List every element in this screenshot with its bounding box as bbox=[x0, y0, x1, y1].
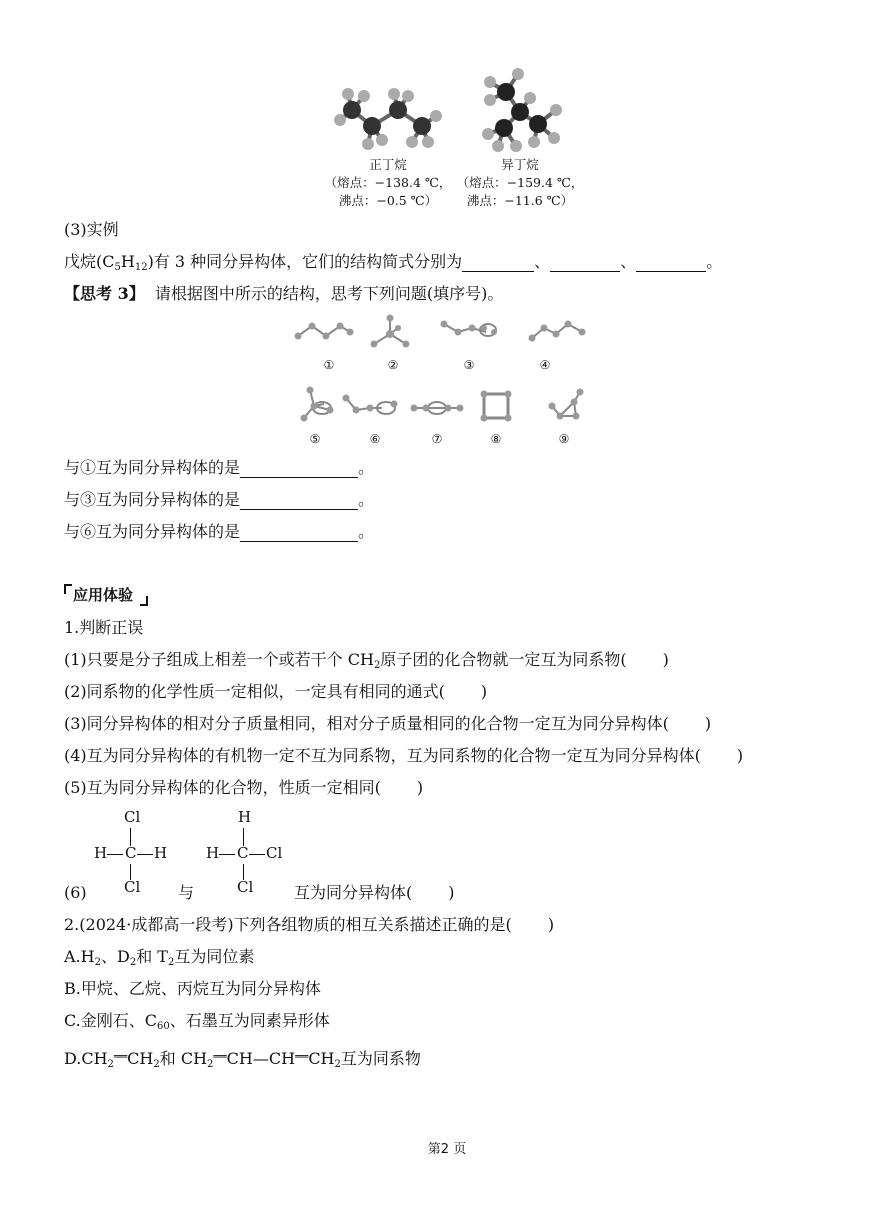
separator: 、 bbox=[534, 252, 551, 271]
s1-right: H bbox=[154, 844, 168, 862]
corner-top-left bbox=[64, 584, 72, 594]
separator: 、 bbox=[620, 252, 637, 271]
q2-head bbox=[64, 915, 554, 935]
item1-pre: (1)只要是分子组成上相差一个或若干个 CH bbox=[64, 650, 374, 669]
think3-q2 bbox=[64, 490, 374, 510]
opt-d-1: D.CH bbox=[64, 1049, 108, 1068]
label-1: ① bbox=[323, 358, 335, 372]
think3-q1 bbox=[64, 458, 374, 478]
label-6: ⑥ bbox=[369, 432, 381, 446]
double-bond: ══ bbox=[295, 1050, 309, 1063]
section3-question bbox=[64, 252, 722, 272]
opt-c-2: 、石墨互为同素异形体 bbox=[169, 1011, 330, 1030]
opt-d-4: CH—CH bbox=[226, 1049, 296, 1068]
item1-sub: 2 bbox=[373, 660, 381, 671]
section3-heading: (3)实例 bbox=[64, 220, 119, 239]
sub-60: 60 bbox=[157, 1021, 170, 1032]
q3-answer-blank[interactable] bbox=[240, 525, 358, 542]
answer-blank-2[interactable] bbox=[550, 255, 620, 272]
close-paren: ) bbox=[448, 883, 455, 902]
item5-text: (5)互为同分异构体的化合物，性质一定相同( bbox=[64, 778, 381, 797]
q2-head-text: 2.(2024·成都高一段考)下列各组物质的相互关系描述正确的是( bbox=[64, 915, 512, 934]
page-number: 第2 页 bbox=[427, 1142, 467, 1157]
pentane-h-sub: 12 bbox=[134, 262, 148, 273]
skeleton-8 bbox=[478, 388, 514, 424]
skeleton-5 bbox=[296, 386, 340, 426]
item6-number: (6) bbox=[64, 883, 87, 902]
q3-text: 与⑥互为同分异构体的是 bbox=[64, 522, 241, 541]
s1-bond-left bbox=[107, 854, 123, 855]
judge-item-5 bbox=[64, 778, 423, 798]
label-2: ② bbox=[387, 358, 399, 372]
close-paren: ) bbox=[736, 746, 744, 765]
label-5: ⑤ bbox=[309, 432, 321, 446]
skeleton-6 bbox=[342, 394, 404, 418]
isobutane-mp: （熔点：−159.4 ℃， bbox=[456, 175, 584, 190]
item3-text: (3)同分异构体的相对分子质量相同，相对分子质量相同的化合物一定互为同分异构体( bbox=[64, 714, 669, 733]
sub-2: 2 bbox=[107, 1059, 114, 1070]
isobutane-bp: 沸点：−11.6 ℃） bbox=[466, 193, 574, 208]
opt-d-5: CH bbox=[308, 1049, 335, 1068]
n-butane-bp: 沸点：−0.5 ℃） bbox=[338, 193, 438, 208]
period: 。 bbox=[706, 252, 723, 271]
q1-answer-blank[interactable] bbox=[240, 461, 358, 478]
item6-post: 互为同分异构体( bbox=[294, 883, 413, 902]
s2-top: H bbox=[238, 808, 252, 826]
opt-a-4: 互为同位素 bbox=[174, 947, 255, 966]
apply-title-box bbox=[64, 584, 148, 606]
isobutane-name: 异丁烷 bbox=[501, 157, 539, 172]
n-butane-mp: （熔点：−138.4 ℃， bbox=[324, 175, 452, 190]
s2-center: C bbox=[237, 844, 249, 862]
structure-1 bbox=[94, 808, 174, 898]
pentane-pre: 戊烷(C bbox=[64, 252, 115, 271]
option-a[interactable] bbox=[64, 947, 254, 967]
double-bond: ══ bbox=[213, 1050, 227, 1063]
period: 。 bbox=[358, 458, 375, 477]
item4-text: (4)互为同分异构体的有机物一定不互为同系物，互为同系物的化合物一定互为同分异构体( bbox=[64, 746, 701, 765]
opt-d-6: 互为同系物 bbox=[340, 1049, 421, 1068]
sub-2: 2 bbox=[167, 957, 175, 968]
label-4: ④ bbox=[539, 358, 551, 372]
item6-text bbox=[294, 883, 455, 903]
think3-text: 请根据图中所示的结构，思考下列问题(填序号)。 bbox=[154, 284, 504, 303]
s2-bond-right bbox=[249, 854, 265, 855]
double-bond: ══ bbox=[113, 1050, 128, 1063]
skeleton-3 bbox=[440, 318, 502, 342]
q1-text: 与①互为同分异构体的是 bbox=[64, 458, 241, 477]
pentane-post: )有 3 种同分异构体，它们的结构简式分别为 bbox=[147, 252, 463, 271]
q2-text: 与③互为同分异构体的是 bbox=[64, 490, 241, 509]
s1-top: Cl bbox=[124, 808, 141, 826]
sub-2: 2 bbox=[94, 957, 101, 968]
label-7: ⑦ bbox=[431, 432, 443, 446]
opt-d-2: CH bbox=[127, 1049, 154, 1068]
sub-2: 2 bbox=[153, 1059, 160, 1070]
item2-text: (2)同系物的化学性质一定相似，一定具有相同的通式( bbox=[64, 682, 445, 701]
s2-left: H bbox=[206, 844, 220, 862]
close-paren: ) bbox=[480, 682, 488, 701]
think3-q3 bbox=[64, 522, 374, 542]
q2-answer-blank[interactable] bbox=[240, 493, 358, 510]
judge-item-3 bbox=[64, 714, 711, 734]
apply-title: 应用体验 bbox=[73, 586, 134, 604]
n-butane-name: 正丁烷 bbox=[369, 157, 407, 172]
corner-bottom-right bbox=[140, 596, 148, 606]
s2-bond-left bbox=[219, 854, 235, 855]
period: 。 bbox=[358, 490, 375, 509]
sub-2: 2 bbox=[207, 1059, 214, 1070]
label-9: ⑨ bbox=[558, 432, 570, 446]
s1-bottom: Cl bbox=[124, 878, 141, 896]
judge-item-4 bbox=[64, 746, 743, 766]
judge-item-1 bbox=[64, 650, 669, 670]
sub-2: 2 bbox=[334, 1059, 341, 1070]
isobutane-caption bbox=[450, 156, 590, 210]
n-butane-model bbox=[328, 86, 448, 152]
item1-post: 原子团的化合物就一定互为同系物( bbox=[380, 650, 627, 669]
opt-a-1: A.H bbox=[64, 947, 95, 966]
close-paren: ) bbox=[662, 650, 669, 669]
skeleton-1 bbox=[292, 318, 354, 342]
close-paren: ) bbox=[416, 778, 424, 797]
pentane-h: H bbox=[120, 252, 135, 271]
period: 。 bbox=[358, 522, 375, 541]
close-paren: ) bbox=[547, 915, 555, 934]
skeleton-2 bbox=[368, 314, 412, 354]
option-d[interactable] bbox=[64, 1047, 421, 1069]
structure-2 bbox=[206, 808, 296, 898]
s1-center: C bbox=[125, 844, 137, 862]
item6-and: 与 bbox=[178, 883, 195, 902]
option-b[interactable]: B.甲烷、乙烷、丙烷互为同分异构体 bbox=[64, 979, 321, 998]
s2-bottom: Cl bbox=[237, 878, 254, 896]
answer-blank-3[interactable] bbox=[636, 255, 706, 272]
isobutane-model bbox=[476, 68, 568, 158]
s1-left: H bbox=[94, 844, 108, 862]
skeleton-4 bbox=[526, 318, 590, 344]
q1-head: 1.判断正误 bbox=[64, 618, 144, 637]
judge-item-2 bbox=[64, 682, 487, 702]
n-butane-caption bbox=[318, 156, 458, 210]
s2-right: Cl bbox=[266, 844, 283, 862]
close-paren: ) bbox=[704, 714, 712, 733]
label-3: ③ bbox=[463, 358, 475, 372]
s1-bond-right bbox=[137, 854, 153, 855]
opt-c-1: C.金刚石、C bbox=[64, 1011, 158, 1030]
skeleton-9 bbox=[546, 388, 586, 424]
think3-tag: 【思考 3】 bbox=[64, 284, 145, 303]
opt-d-3: 和 CH bbox=[159, 1049, 208, 1068]
think3-line bbox=[64, 284, 503, 304]
opt-a-3: 和 T bbox=[136, 947, 168, 966]
option-c[interactable] bbox=[64, 1011, 330, 1031]
opt-a-2: 、D bbox=[100, 947, 130, 966]
label-8: ⑧ bbox=[490, 432, 502, 446]
sub-2: 2 bbox=[129, 957, 137, 968]
answer-blank-1[interactable] bbox=[462, 255, 534, 272]
pentane-c-sub: 5 bbox=[114, 262, 121, 273]
skeleton-7 bbox=[410, 398, 464, 418]
